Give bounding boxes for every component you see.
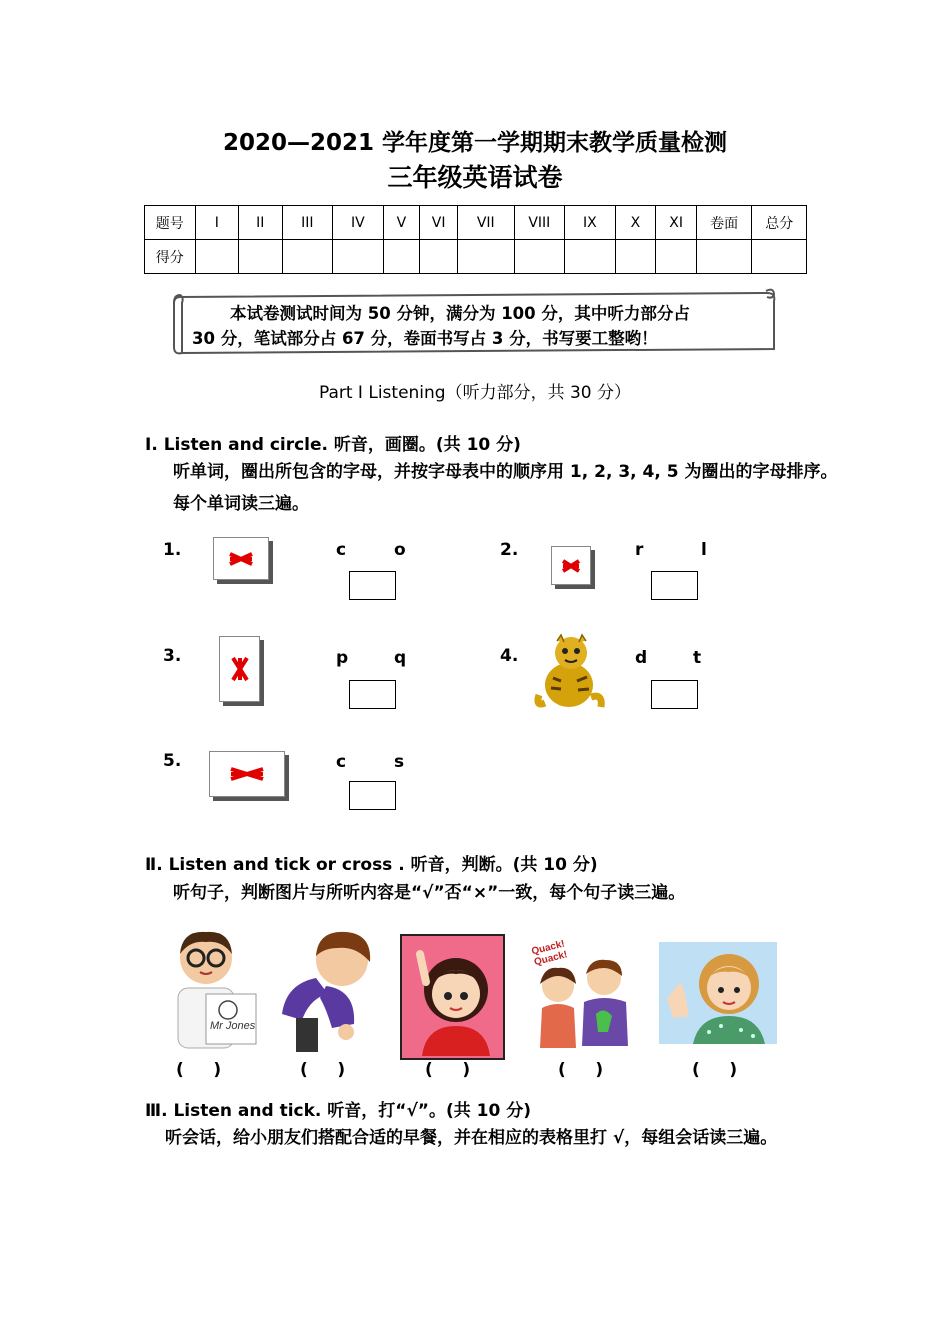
section-2-title: Ⅱ. Listen and tick or cross . 听音，判断。(共 10 分) <box>145 855 598 875</box>
score-table <box>144 205 807 274</box>
girl-pointing-icon <box>402 936 503 1058</box>
section-1-instruction: 听单词，圈出所包含的字母，并按字母表中的顺序用 1, 2, 3, 4, 5 为圈出的字母排序。每个单词读三遍。 <box>173 462 838 514</box>
answer-paren[interactable]: ( ) <box>692 1060 738 1080</box>
broken-image-icon <box>231 656 249 682</box>
item-number: 5. <box>163 751 182 771</box>
broken-image-icon <box>229 767 265 781</box>
letter-option[interactable]: s <box>394 752 405 772</box>
score-cell[interactable] <box>282 240 333 274</box>
letter-option[interactable]: c <box>336 540 347 560</box>
answer-paren[interactable]: ( ) <box>176 1060 222 1080</box>
score-cell[interactable] <box>239 240 283 274</box>
girl-pointing-picture <box>400 934 505 1060</box>
table-cell: IV <box>333 206 384 240</box>
table-cell: III <box>282 206 333 240</box>
table-cell: 总分 <box>752 206 807 240</box>
item-number: 3. <box>163 646 182 666</box>
table-cell: VI <box>420 206 458 240</box>
score-cell[interactable] <box>383 240 420 274</box>
answer-box[interactable] <box>349 680 396 709</box>
answer-box[interactable] <box>349 571 396 600</box>
table-cell: X <box>615 206 656 240</box>
letter-option[interactable]: t <box>693 648 702 668</box>
answer-paren[interactable]: ( ) <box>425 1060 471 1080</box>
answer-box[interactable] <box>349 781 396 810</box>
boy-mr-jones-picture <box>172 928 258 1054</box>
score-cell[interactable] <box>752 240 807 274</box>
table-cell: I <box>195 206 239 240</box>
table-cell: V <box>383 206 420 240</box>
letter-option[interactable]: d <box>635 648 648 668</box>
table-cell: 题号 <box>145 206 196 240</box>
item-number: 2. <box>500 540 519 560</box>
mr-jones-label: Mr Jones <box>210 1020 256 1032</box>
table-cell: XI <box>656 206 697 240</box>
score-cell[interactable] <box>195 240 239 274</box>
answer-box[interactable] <box>651 680 698 709</box>
notice-text <box>192 301 762 351</box>
tiger-icon <box>531 633 607 713</box>
table-cell: II <box>239 206 283 240</box>
broken-image-placeholder <box>213 537 269 580</box>
score-cell[interactable] <box>656 240 697 274</box>
table-cell: 得分 <box>145 240 196 274</box>
boy-purple-hoodie-icon <box>276 928 376 1052</box>
broken-image-placeholder <box>551 546 591 585</box>
girl-blonde-icon <box>659 942 777 1044</box>
broken-image-placeholder <box>209 751 285 797</box>
table-cell: 卷面 <box>696 206 751 240</box>
notice-line-1: 本试卷测试时间为 50 分钟，满分为 100 分，其中听力部分占 <box>230 304 690 323</box>
score-cell[interactable] <box>696 240 751 274</box>
girl-thumb-picture <box>659 942 777 1044</box>
tiger-picture <box>531 633 607 717</box>
score-table-header-row <box>145 206 807 240</box>
broken-image-icon <box>561 559 581 573</box>
notice-scroll <box>170 287 777 361</box>
score-cell[interactable] <box>333 240 384 274</box>
section-3-title: Ⅲ. Listen and tick. 听音，打“√”。(共 10 分) <box>145 1101 531 1121</box>
letter-option[interactable]: p <box>336 648 349 668</box>
broken-image-icon <box>228 552 254 566</box>
score-cell[interactable] <box>420 240 458 274</box>
section-1-title: Ⅰ. Listen and circle. 听音，画圈。(共 10 分) <box>145 435 521 455</box>
letter-option[interactable]: c <box>336 752 347 772</box>
letter-option[interactable]: r <box>635 540 644 560</box>
answer-paren[interactable]: ( ) <box>558 1060 604 1080</box>
letter-option[interactable]: q <box>394 648 407 668</box>
answer-box[interactable] <box>651 571 698 600</box>
section-3-instruction: 听会话，给小朋友们搭配合适的早餐，并在相应的表格里打 √，每组会话读三遍。 <box>165 1128 778 1148</box>
part-title: Part Ⅰ Listening（听力部分，共 30 分） <box>318 383 632 403</box>
broken-image-placeholder <box>219 636 260 702</box>
table-cell: IX <box>565 206 616 240</box>
notice-line-2: 30 分，笔试部分占 67 分，卷面书写占 3 分，书写要工整哟！ <box>192 329 658 348</box>
score-cell[interactable] <box>615 240 656 274</box>
section-2-instruction: 听句子，判断图片与所听内容是“√”否“×”一致，每个句子读三遍。 <box>173 883 686 903</box>
item-number: 1. <box>163 540 182 560</box>
table-cell: VII <box>457 206 514 240</box>
quack-label: Quack! Quack! <box>530 938 569 969</box>
table-cell: VIII <box>514 206 565 240</box>
answer-paren[interactable]: ( ) <box>300 1060 346 1080</box>
kids-quack-picture <box>530 936 636 1056</box>
score-cell[interactable] <box>565 240 616 274</box>
letter-option[interactable]: l <box>701 540 707 560</box>
boy-bowing-picture <box>276 928 376 1056</box>
exam-title: 2020—2021 学年度第一学期期末教学质量检测 <box>222 130 728 156</box>
letter-option[interactable]: o <box>394 540 406 560</box>
score-table-score-row <box>145 240 807 274</box>
exam-subtitle: 三年级英语试卷 <box>387 163 563 192</box>
item-number: 4. <box>500 646 519 666</box>
score-cell[interactable] <box>457 240 514 274</box>
score-cell[interactable] <box>514 240 565 274</box>
